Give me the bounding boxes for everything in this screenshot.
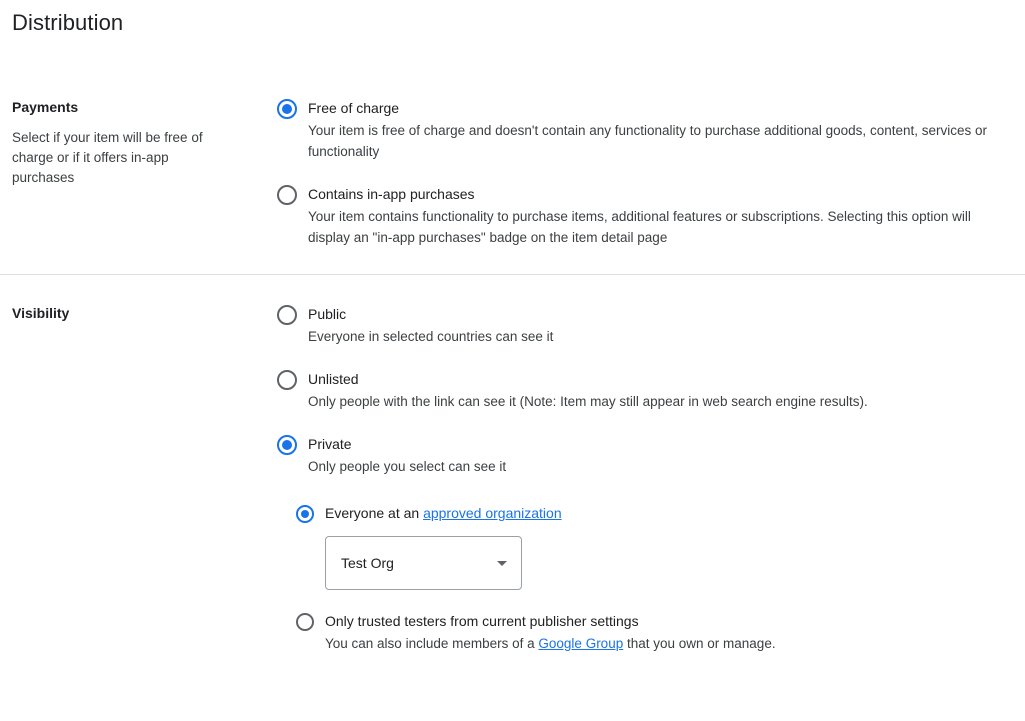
- approved-organization-link[interactable]: approved organization: [423, 505, 562, 521]
- radio-icon-unlisted[interactable]: [277, 370, 297, 390]
- visibility-section: [0, 304, 1025, 654]
- payments-option-free-title: Free of charge: [308, 100, 400, 116]
- visibility-option-public-description: Everyone in selected countries can see it: [308, 329, 554, 344]
- radio-icon-trusted-testers[interactable]: [296, 613, 314, 631]
- trusted-testers-description: [325, 634, 776, 654]
- private-option-approved-organization[interactable]: [296, 504, 1013, 523]
- organization-select[interactable]: [325, 536, 522, 590]
- visibility-option-public[interactable]: [277, 304, 1013, 347]
- radio-icon-in-app-purchases[interactable]: [277, 185, 297, 205]
- organization-select-value: Test Org: [341, 555, 394, 571]
- visibility-options: [277, 304, 1013, 654]
- payments-option-free-text: [308, 98, 1008, 162]
- radio-icon-private[interactable]: [277, 435, 297, 455]
- trusted-testers-desc-before: You can also include members of a: [325, 636, 535, 651]
- private-option-trusted-testers[interactable]: [296, 612, 1013, 654]
- payments-option-free-description: Your item is free of charge and doesn't contain any functionality to purchase additional goods, content, services or functionality: [308, 123, 987, 159]
- visibility-label-column: [12, 304, 277, 654]
- visibility-option-private-description: Only people you select can see it: [308, 459, 507, 474]
- payments-option-iap-title: Contains in-app purchases: [308, 186, 475, 202]
- radio-icon-free-of-charge[interactable]: [277, 99, 297, 119]
- visibility-option-private-title: Private: [308, 436, 352, 452]
- payments-option-in-app-purchases[interactable]: [277, 184, 1013, 248]
- trusted-testers-desc-after: that you own or manage.: [626, 636, 776, 651]
- visibility-option-unlisted[interactable]: [277, 369, 1013, 412]
- payments-heading: Payments: [12, 99, 79, 115]
- private-option-approved-organization-label: [325, 504, 562, 523]
- payments-label-column: [12, 98, 277, 248]
- visibility-option-unlisted-text: [308, 369, 868, 412]
- trusted-testers-title: Only trusted testers from current publisher settings: [325, 613, 639, 629]
- private-suboptions: [296, 504, 1013, 654]
- chevron-down-icon[interactable]: [497, 561, 507, 566]
- visibility-option-public-text: [308, 304, 553, 347]
- payments-description: Select if your item will be free of charge or if it offers in-app purchases: [12, 130, 203, 185]
- visibility-option-unlisted-title: Unlisted: [308, 371, 359, 387]
- approved-organization-text-before: Everyone at an: [325, 505, 420, 521]
- google-group-link[interactable]: Google Group: [538, 636, 624, 651]
- radio-icon-approved-organization[interactable]: [296, 505, 314, 523]
- visibility-option-private[interactable]: [277, 434, 1013, 477]
- payments-option-free-of-charge[interactable]: [277, 98, 1013, 162]
- payments-option-iap-description: Your item contains functionality to purchase items, additional features or subscriptions. Selecting this option will display an "in-app purchases" badge on the item detail page: [308, 209, 971, 245]
- payments-option-iap-text: [308, 184, 1008, 248]
- visibility-option-private-text: [308, 434, 506, 477]
- private-option-trusted-testers-text: [325, 612, 776, 654]
- radio-icon-public[interactable]: [277, 305, 297, 325]
- visibility-option-public-title: Public: [308, 306, 347, 322]
- payments-section: [0, 98, 1025, 275]
- page-title: Distribution: [12, 10, 124, 35]
- visibility-heading: Visibility: [12, 305, 70, 321]
- payments-options: [277, 98, 1013, 248]
- visibility-option-unlisted-description: Only people with the link can see it (Note: Item may still appear in web search engine results).: [308, 394, 868, 409]
